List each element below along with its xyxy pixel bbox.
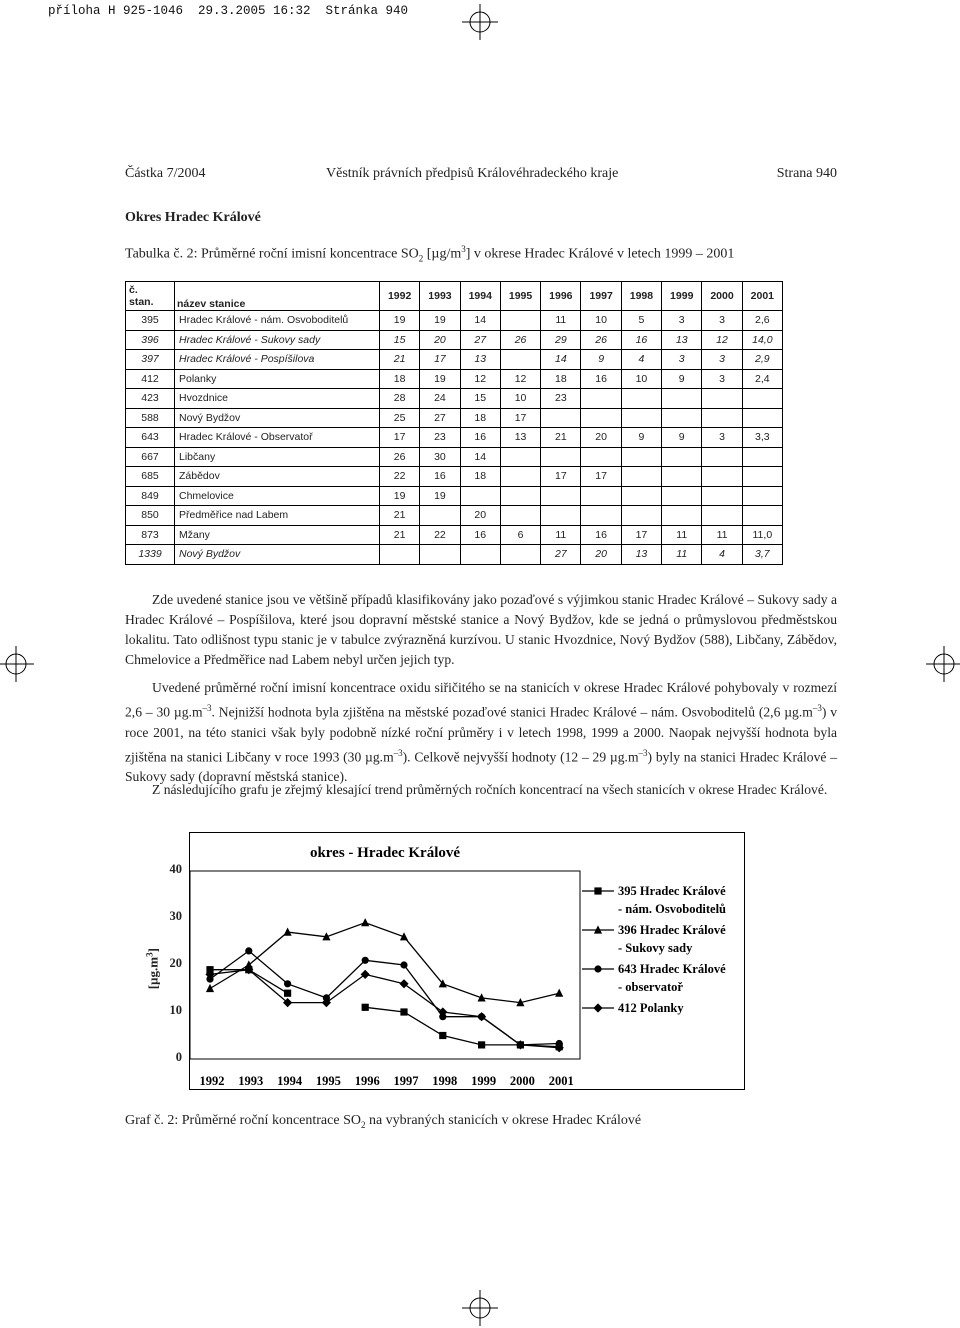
col-header-year: 1992 (380, 282, 420, 311)
table-row (126, 389, 783, 409)
value-cell (500, 506, 540, 526)
value-cell (742, 486, 782, 506)
value-cell (420, 506, 460, 526)
value-cell (621, 389, 661, 409)
value-cell: 12 (702, 330, 742, 350)
station-number-cell: 396 (126, 330, 175, 350)
legend-label: - observatoř (618, 980, 683, 994)
value-cell: 3 (662, 350, 702, 370)
legend-label: 396 Hradec Králové (618, 923, 726, 937)
table-row (126, 447, 783, 467)
concentration-table (125, 281, 783, 565)
paragraph-station-types: Zde uvedené stanice jsou ve většině případů klasifikovány jako pozaďové s výjimkou stanic Hradec Králové – Sukovy sady a Hradec Králové – Pospíšilova, které jsou dopravní městské stanice a Nový Bydžov, kde se jedná o průmyslovou předměstskou lokalitu. Tato odlišnost typu stanic je v tabulce zvýrazněná kurzívou. U stanic Hvozdnice, Nový Bydžov (588), Libčany, Zábědov, Chmelovice a Předměřice nad Labem nebyl určen jejich typ. (125, 592, 837, 667)
value-cell: 26 (380, 447, 420, 467)
series-line (365, 1007, 559, 1046)
value-cell (581, 506, 621, 526)
value-cell: 3,7 (742, 545, 782, 565)
value-cell: 19 (380, 486, 420, 506)
table-row (126, 486, 783, 506)
chart-title: okres - Hradec Králové (309, 845, 461, 861)
station-name-cell: Hvozdnice (175, 389, 380, 409)
table-caption: Tabulka č. 2: Průměrné roční imisní koncentrace $SO_2$ $[\mu g/m^3]$ v okrese Hradec Králové v letech 1999 – 2001 (125, 244, 735, 264)
value-cell: 16 (460, 428, 500, 448)
value-cell: 11 (662, 545, 702, 565)
value-cell: 17 (621, 525, 661, 545)
value-cell: 15 (380, 330, 420, 350)
station-number-cell: 588 (126, 408, 175, 428)
x-tick-label: 1993 (238, 1074, 264, 1088)
col-header-year: 1997 (581, 282, 621, 311)
value-cell (541, 408, 581, 428)
figure-caption: Graf č. 2: Průměrné roční koncentrace $SO_2$ na vybraných stanicích v okrese Hradec Králové (125, 1113, 642, 1130)
value-cell: 27 (420, 408, 460, 428)
value-cell (702, 467, 742, 487)
col-header-station-no: č. stan. (126, 282, 175, 311)
legend-label: - nám. Osvoboditelů (618, 902, 727, 916)
value-cell: 11,0 (742, 525, 782, 545)
data-point (284, 990, 291, 997)
value-cell (460, 486, 500, 506)
value-cell: 17 (541, 467, 581, 487)
value-cell (500, 545, 540, 565)
value-cell: 11 (662, 525, 702, 545)
y-tick-label: 30 (169, 909, 182, 923)
value-cell: 13 (621, 545, 661, 565)
value-cell: 17 (380, 428, 420, 448)
value-cell: 18 (460, 408, 500, 428)
value-cell: 15 (460, 389, 500, 409)
value-cell (621, 447, 661, 467)
value-cell (662, 467, 702, 487)
x-tick-label: 1994 (277, 1074, 303, 1088)
value-cell: 28 (380, 389, 420, 409)
col-header-year: 2000 (702, 282, 742, 311)
station-name-cell: Chmelovice (175, 486, 380, 506)
table-row (126, 506, 783, 526)
header-page-number: Strana 940 (776, 166, 837, 181)
x-tick-label: 1992 (199, 1074, 225, 1088)
station-number-cell: 667 (126, 447, 175, 467)
value-cell: 11 (541, 525, 581, 545)
table-row (126, 467, 783, 487)
x-tick-label: 1996 (354, 1074, 380, 1088)
value-cell (662, 486, 702, 506)
value-cell (742, 408, 782, 428)
value-cell: 22 (420, 525, 460, 545)
value-cell (581, 389, 621, 409)
legend-marker (594, 965, 601, 972)
station-name-cell: Nový Bydžov (175, 545, 380, 565)
value-cell: 21 (380, 525, 420, 545)
y-axis-label: $[\mu g.m^3]$ (144, 948, 161, 990)
col-header-year: 2001 (742, 282, 782, 311)
print-slug: příloha H 925-1046 29.3.2005 16:32 Stránka 940 (48, 4, 409, 18)
value-cell: 29 (541, 330, 581, 350)
value-cell: 9 (662, 369, 702, 389)
table-row (126, 369, 783, 389)
value-cell (621, 486, 661, 506)
value-cell: 11 (541, 311, 581, 331)
value-cell (541, 506, 581, 526)
legend-label: - Sukovy sady (618, 941, 693, 955)
col-header-year: 1998 (621, 282, 661, 311)
x-tick-label: 1997 (393, 1074, 419, 1088)
station-number-cell: 850 (126, 506, 175, 526)
value-cell: 17 (420, 350, 460, 370)
data-point (245, 947, 252, 954)
station-name-cell: Mžany (175, 525, 380, 545)
value-cell: 10 (581, 311, 621, 331)
value-cell: 13 (500, 428, 540, 448)
value-cell (581, 447, 621, 467)
x-tick-label: 2001 (548, 1074, 574, 1088)
value-cell: 21 (380, 506, 420, 526)
value-cell: 16 (621, 330, 661, 350)
value-cell (662, 447, 702, 467)
station-number-cell: 685 (126, 467, 175, 487)
value-cell (500, 467, 540, 487)
station-number-cell: 873 (126, 525, 175, 545)
value-cell: 14 (460, 447, 500, 467)
value-cell (500, 311, 540, 331)
value-cell: 20 (420, 330, 460, 350)
value-cell: 18 (460, 467, 500, 487)
value-cell: 12 (500, 369, 540, 389)
value-cell: 21 (541, 428, 581, 448)
chart-frame (189, 832, 745, 1090)
value-cell (702, 389, 742, 409)
value-cell: 16 (420, 467, 460, 487)
col-header-year: 1995 (500, 282, 540, 311)
value-cell (581, 408, 621, 428)
station-name-cell: Hradec Králové - Sukovy sady (175, 330, 380, 350)
value-cell: 30 (420, 447, 460, 467)
value-cell: 19 (420, 369, 460, 389)
value-cell: 24 (420, 389, 460, 409)
value-cell: 16 (581, 525, 621, 545)
value-cell (662, 389, 702, 409)
value-cell: 3 (702, 350, 742, 370)
legend-marker (593, 1003, 602, 1012)
value-cell (702, 506, 742, 526)
y-tick-label: 40 (169, 862, 182, 876)
value-cell (621, 506, 661, 526)
value-cell (662, 506, 702, 526)
value-cell (702, 408, 742, 428)
header-journal-title: Věstník právních předpisů Královéhradeckého kraje (326, 166, 619, 181)
value-cell (541, 447, 581, 467)
value-cell: 3 (702, 428, 742, 448)
col-header-year: 1996 (541, 282, 581, 311)
col-header-year: 1993 (420, 282, 460, 311)
header-issue: Částka 7/2004 (125, 166, 206, 181)
x-tick-label: 1999 (471, 1074, 497, 1088)
data-point (478, 1041, 485, 1048)
col-header-station-name: název stanice (175, 282, 380, 311)
value-cell: 10 (621, 369, 661, 389)
data-point (399, 979, 408, 988)
station-name-cell: Hradec Králové - Observatoř (175, 428, 380, 448)
station-number-cell: 412 (126, 369, 175, 389)
data-point (361, 918, 369, 926)
value-cell: 14 (541, 350, 581, 370)
y-tick-label: 20 (169, 956, 182, 970)
data-point (284, 928, 292, 936)
value-cell: 12 (460, 369, 500, 389)
value-cell (742, 467, 782, 487)
series-line (210, 970, 559, 1048)
table-row (126, 428, 783, 448)
value-cell: 18 (541, 369, 581, 389)
col-header-year: 1994 (460, 282, 500, 311)
value-cell (702, 447, 742, 467)
data-point (477, 1012, 486, 1021)
value-cell: 13 (662, 330, 702, 350)
table-row (126, 350, 783, 370)
table-row (126, 525, 783, 545)
value-cell: 2,4 (742, 369, 782, 389)
value-cell (621, 408, 661, 428)
value-cell: 20 (581, 545, 621, 565)
station-name-cell: Libčany (175, 447, 380, 467)
value-cell: 2,9 (742, 350, 782, 370)
value-cell: 4 (702, 545, 742, 565)
station-number-cell: 395 (126, 311, 175, 331)
value-cell (702, 486, 742, 506)
x-tick-label: 1995 (315, 1074, 341, 1088)
data-point (555, 989, 563, 997)
value-cell: 20 (460, 506, 500, 526)
value-cell: 9 (581, 350, 621, 370)
line-chart (190, 833, 744, 1089)
value-cell (742, 506, 782, 526)
x-tick-label: 1998 (432, 1074, 458, 1088)
table-row (126, 545, 783, 565)
col-header-year: 1999 (662, 282, 702, 311)
value-cell: 20 (581, 428, 621, 448)
value-cell (742, 447, 782, 467)
value-cell (460, 545, 500, 565)
value-cell: 4 (621, 350, 661, 370)
value-cell: 16 (460, 525, 500, 545)
data-point (361, 970, 370, 979)
value-cell: 17 (500, 408, 540, 428)
value-cell: 3 (662, 311, 702, 331)
data-point (362, 1004, 369, 1011)
value-cell: 13 (460, 350, 500, 370)
table-row (126, 330, 783, 350)
value-cell (380, 545, 420, 565)
y-tick-label: 0 (175, 1050, 182, 1064)
value-cell: 17 (581, 467, 621, 487)
data-point (284, 980, 291, 987)
value-cell (742, 389, 782, 409)
table-row (126, 311, 783, 331)
legend-label: 412 Polanky (618, 1001, 684, 1015)
station-number-cell: 423 (126, 389, 175, 409)
value-cell (662, 408, 702, 428)
value-cell: 6 (500, 525, 540, 545)
value-cell (500, 486, 540, 506)
value-cell: 3,3 (742, 428, 782, 448)
legend-label: 395 Hradec Králové (618, 884, 726, 898)
value-cell: 9 (621, 428, 661, 448)
registration-mark-top (462, 4, 498, 40)
value-cell: 19 (380, 311, 420, 331)
value-cell: 21 (380, 350, 420, 370)
value-cell: 14,0 (742, 330, 782, 350)
x-tick-label: 2000 (509, 1074, 535, 1088)
value-cell: 26 (500, 330, 540, 350)
station-name-cell: Zábědov (175, 467, 380, 487)
value-cell: 11 (702, 525, 742, 545)
y-tick-label: 10 (169, 1003, 182, 1017)
station-name-cell: Nový Bydžov (175, 408, 380, 428)
table-row (126, 408, 783, 428)
data-point (362, 957, 369, 964)
station-number-cell: 397 (126, 350, 175, 370)
station-name-cell: Hradec Králové - Pospíšilova (175, 350, 380, 370)
value-cell: 19 (420, 311, 460, 331)
data-point (206, 984, 214, 992)
registration-mark-left (0, 646, 34, 682)
value-cell: 25 (380, 408, 420, 428)
value-cell (500, 350, 540, 370)
legend-label: 643 Hradec Králové (618, 962, 726, 976)
value-cell (541, 486, 581, 506)
station-name-cell: Předměřice nad Labem (175, 506, 380, 526)
value-cell (420, 545, 460, 565)
value-cell: 18 (380, 369, 420, 389)
table-header-row (126, 282, 783, 311)
value-cell: 9 (662, 428, 702, 448)
value-cell: 3 (702, 311, 742, 331)
value-cell (581, 486, 621, 506)
value-cell: 23 (420, 428, 460, 448)
value-cell: 26 (581, 330, 621, 350)
series-line (210, 951, 559, 1045)
data-point (400, 961, 407, 968)
value-cell: 22 (380, 467, 420, 487)
region-title: Okres Hradec Králové (125, 210, 261, 225)
data-point (439, 1032, 446, 1039)
paragraph-concentration-range: Uvedené průměrné roční imisní koncentrace oxidu siřičitého se na stanicích v okrese Hradec Králové pohybovaly v rozmezí 2,6 – 30 $\mu g.m^{-3}$. Nejnižší hodnota byla zjištěna na městské pozaďové stanici Hradec Králové – nám. Osvoboditelů (2,6 $\mu g.m^{-3}$) v roce 2001, na této stanici však byly podobně nízké roční průměry i v letech 1998, 1999 a 2000. Naopak nejvyšší hodnota byla zjištěna na stanici Libčany v roce 1993 (30 $\mu g.m^{-3}$). Celkově nejvyšší hodnoty (12 – 29 $\mu g.m^{-3}$) byly na stanici Hradec Králové – Sukovy sady (dopravní městská stanice). (125, 680, 837, 785)
legend-marker (594, 887, 601, 894)
value-cell: 27 (460, 330, 500, 350)
value-cell: 23 (541, 389, 581, 409)
value-cell: 10 (500, 389, 540, 409)
station-name-cell: Hradec Králové - nám. Osvoboditelů (175, 311, 380, 331)
value-cell: 3 (702, 369, 742, 389)
station-number-cell: 1339 (126, 545, 175, 565)
value-cell: 2,6 (742, 311, 782, 331)
station-name-cell: Polanky (175, 369, 380, 389)
value-cell: 14 (460, 311, 500, 331)
registration-mark-bottom (462, 1290, 498, 1326)
value-cell: 5 (621, 311, 661, 331)
station-number-cell: 849 (126, 486, 175, 506)
value-cell: 27 (541, 545, 581, 565)
value-cell (500, 447, 540, 467)
value-cell (621, 467, 661, 487)
registration-mark-right (926, 646, 960, 682)
station-number-cell: 643 (126, 428, 175, 448)
value-cell: 19 (420, 486, 460, 506)
paragraph-trend: Z následujícího grafu je zřejmý klesající trend průměrných ročních koncentrací na všech stanicích v okrese Hradec Králové. (152, 782, 828, 797)
value-cell: 16 (581, 369, 621, 389)
data-point (400, 1008, 407, 1015)
